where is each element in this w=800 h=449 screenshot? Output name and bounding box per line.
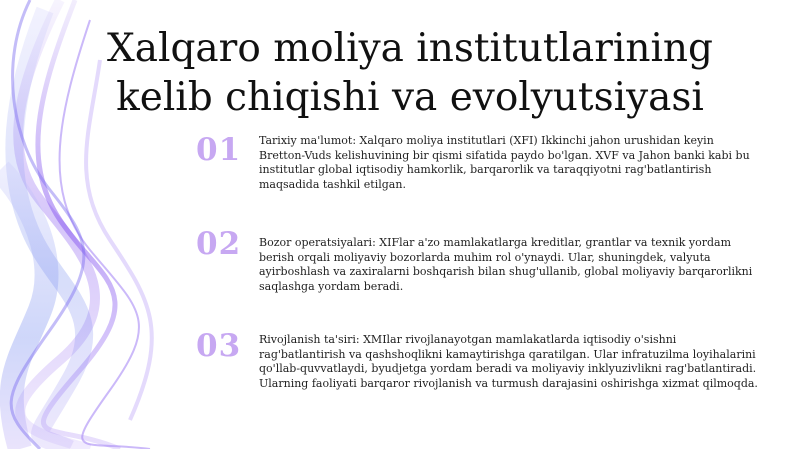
item-text: Tarixiy ma'lumot: Xalqaro moliya institutlari (XFI) Ikkinchi jahon urushidan keyin Bretton-Vuds kelishuvining bir qismi sifatida paydo bo'lgan. XVF va Jahon banki kabi bu institutlar global iqtisodiy hamkorlik, barqarorlik va taraqqiyotni rag'batlantirish maqsadida tashkil etilgan.	[259, 134, 750, 191]
title-line-1: Xalqaro moliya institutlarining	[106, 26, 714, 71]
item-number: 02	[196, 226, 242, 262]
item-number: 01	[196, 132, 242, 168]
title-line-2: kelib chiqishi va evolyutsiyasi	[116, 75, 704, 120]
item-number: 03	[196, 328, 242, 364]
item-text: Rivojlanish ta'siri: XMIlar rivojlanayotgan mamlakatlarda iqtisodiy o'sishni rag'batlantirish va qashshoqlikni kamaytirishga qaratilgan. Ular infratuzilma loyihalarini qo'llab-quvvatlaydi, byudjetga yordam beradi va moliyaviy inklyuzivlikni rag'batlantiradi. Ularning faoliyati barqaror rivojlanish va turmush darajasini oshirishga xizmat qilmoqda.	[259, 333, 758, 390]
slide-title	[60, 24, 760, 122]
item-text: Bozor operatsiyalari: XIFlar a'zo mamlakatlarga kreditlar, grantlar va texnik yordam berish orqali moliyaviy bozorlarda muhim rol o'ynaydi. Ular, shuningdek, valyuta ayirboshlash va zaxiralarni boshqarish bilan shug'ullanib, global moliyaviy barqarorlikni saqlashga yordam beradi.	[259, 236, 753, 293]
